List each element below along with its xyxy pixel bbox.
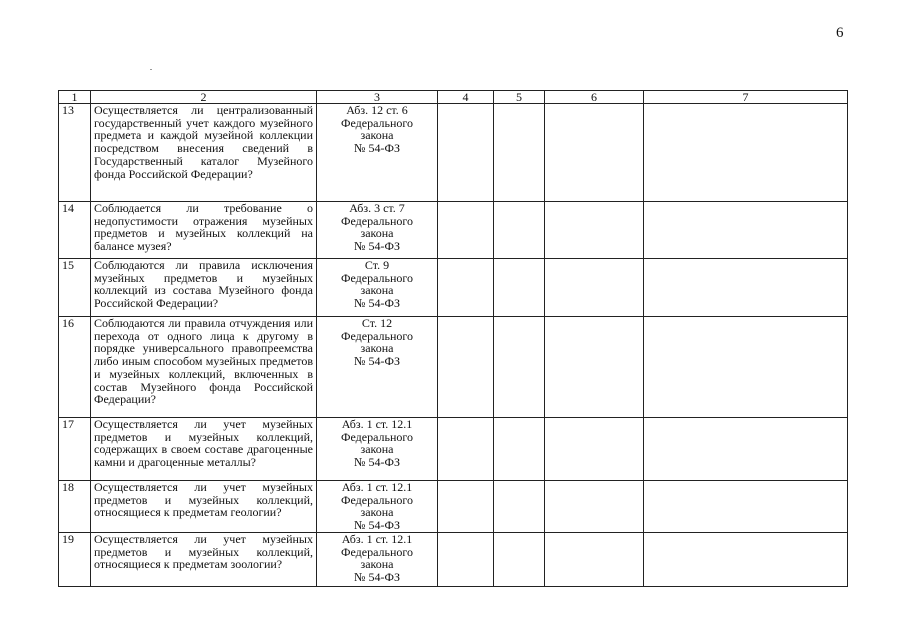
empty-cell-col-4	[438, 317, 494, 418]
row-number: 18	[59, 481, 91, 533]
row-number: 16	[59, 317, 91, 418]
column-header: 4	[438, 91, 494, 104]
legal-reference-line: Абз. 3 ст. 7	[349, 201, 405, 215]
empty-cell-col-7	[644, 259, 848, 317]
empty-cell-col-5	[494, 481, 545, 533]
checklist-table	[58, 90, 848, 587]
legal-reference-line: Абз. 1 ст. 12.1	[341, 532, 413, 546]
table-row	[59, 533, 848, 587]
legal-reference-line: Ст. 9	[364, 258, 390, 272]
empty-cell-col-7	[644, 481, 848, 533]
legal-reference	[317, 317, 438, 418]
empty-cell-col-6	[545, 418, 644, 481]
legal-reference-line: Абз. 12 ст. 6	[346, 103, 408, 117]
question-text: Осуществляется ли учет музейных предметов и музейных коллекций, содержащих в своем составе драгоценные камни и драгоценные металлы?	[91, 418, 317, 481]
table-row	[59, 418, 848, 481]
scan-speck	[150, 69, 152, 70]
table-row	[59, 481, 848, 533]
empty-cell-col-7	[644, 533, 848, 587]
table-row	[59, 317, 848, 418]
row-number: 17	[59, 418, 91, 481]
legal-reference-line: закона	[360, 557, 394, 572]
legal-reference-line: закона	[360, 128, 394, 143]
legal-reference-line: закона	[360, 442, 394, 457]
row-number: 15	[59, 259, 91, 317]
question-text: Осуществляется ли учет музейных предметов и музейных коллекций, относящиеся к предметам геологии?	[91, 481, 317, 533]
column-header: 5	[494, 91, 545, 104]
legal-reference	[317, 104, 438, 202]
legal-reference	[317, 202, 438, 259]
empty-cell-col-5	[494, 202, 545, 259]
empty-cell-col-5	[494, 317, 545, 418]
column-header: 7	[644, 91, 848, 104]
empty-cell-col-7	[644, 317, 848, 418]
row-number: 13	[59, 104, 91, 202]
empty-cell-col-4	[438, 481, 494, 533]
legal-reference	[317, 259, 438, 317]
empty-cell-col-5	[494, 533, 545, 587]
empty-cell-col-7	[644, 202, 848, 259]
legal-reference-line: закона	[360, 341, 394, 356]
empty-cell-col-4	[438, 533, 494, 587]
column-header: 2	[91, 91, 317, 104]
legal-reference-line: № 54-ФЗ	[354, 296, 400, 311]
empty-cell-col-6	[545, 317, 644, 418]
table-row	[59, 259, 848, 317]
empty-cell-col-6	[545, 481, 644, 533]
question-text: Осуществляется ли централизованный государственный учет каждого музейного предмета и каждой музейной коллекции посредством внесения сведений в Государственный каталог Музейного фонда Российской Федерации?	[91, 104, 317, 202]
legal-reference-line: Федерального	[340, 492, 414, 507]
empty-cell-col-7	[644, 104, 848, 202]
empty-cell-col-6	[545, 104, 644, 202]
empty-cell-col-6	[545, 202, 644, 259]
page-number: 6	[836, 25, 844, 41]
empty-cell-col-7	[644, 418, 848, 481]
legal-reference	[317, 533, 438, 587]
empty-cell-col-5	[494, 259, 545, 317]
legal-reference-line: закона	[360, 226, 394, 241]
empty-cell-col-5	[494, 104, 545, 202]
legal-reference-line: закона	[360, 505, 394, 520]
question-text: Соблюдаются ли правила отчуждения или перехода от одного лица к другому в порядке универсального правопреемства либо иным способом музейных предметов и музейных коллекций, включенных в состав Музейного фонда Российской Федерации?	[91, 317, 317, 418]
legal-reference-line: Федерального	[340, 213, 414, 228]
legal-reference	[317, 418, 438, 481]
legal-reference-line: № 54-ФЗ	[354, 141, 400, 156]
empty-cell-col-4	[438, 418, 494, 481]
table-row	[59, 104, 848, 202]
legal-reference-line: Абз. 1 ст. 12.1	[341, 480, 413, 494]
empty-cell-col-4	[438, 259, 494, 317]
question-text: Соблюдается ли требование о недопустимости отражения музейных предметов и музейных коллекций на балансе музея?	[91, 202, 317, 259]
legal-reference	[317, 481, 438, 533]
column-header: 1	[59, 91, 91, 104]
legal-reference-line: Федерального	[340, 328, 414, 343]
legal-reference-line: № 54-ФЗ	[354, 518, 400, 533]
legal-reference-line: Федерального	[340, 429, 414, 444]
row-number: 14	[59, 202, 91, 259]
column-header: 3	[317, 91, 438, 104]
legal-reference-line: Федерального	[340, 115, 414, 130]
row-number: 19	[59, 533, 91, 587]
legal-reference-line: № 54-ФЗ	[354, 570, 400, 585]
legal-reference-line: № 54-ФЗ	[354, 455, 400, 470]
question-text: Соблюдаются ли правила исключения музейных предметов и музейных коллекций из состава Музейного фонда Российской Федерации?	[91, 259, 317, 317]
empty-cell-col-5	[494, 418, 545, 481]
legal-reference-line: Ст. 12	[361, 316, 393, 330]
empty-cell-col-4	[438, 202, 494, 259]
legal-reference-line: № 54-ФЗ	[354, 354, 400, 369]
legal-reference-line: Федерального	[340, 544, 414, 559]
legal-reference-line: Федерального	[340, 270, 414, 285]
question-text: Осуществляется ли учет музейных предметов и музейных коллекций, относящиеся к предметам зоологии?	[91, 533, 317, 587]
legal-reference-line: № 54-ФЗ	[354, 239, 400, 254]
empty-cell-col-6	[545, 533, 644, 587]
table-row	[59, 202, 848, 259]
legal-reference-line: закона	[360, 283, 394, 298]
empty-cell-col-4	[438, 104, 494, 202]
header-row	[59, 91, 848, 104]
column-header: 6	[545, 91, 644, 104]
empty-cell-col-6	[545, 259, 644, 317]
legal-reference-line: Абз. 1 ст. 12.1	[341, 417, 413, 431]
